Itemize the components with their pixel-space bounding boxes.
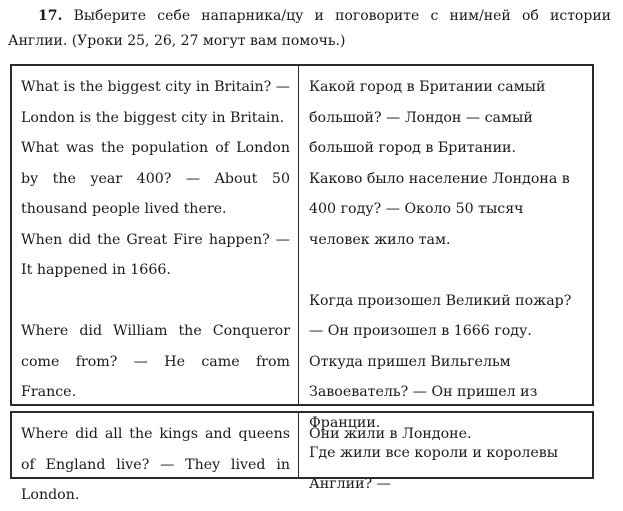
russian-entry-great-fire: Когда произошел Великий пожар? — Он произошел в 1666 году. [309, 292, 572, 339]
task-number: 17. [38, 8, 63, 24]
english-entry-great-fire: When did the Great Fire happen? — It happened in 1666. [21, 231, 290, 278]
english-entry-population: What was the population of London by the year 400? — About 50 thousand people lived there. [21, 140, 290, 217]
russian-entry-population: Каково было население Лондона в 400 году? — Около 50 тысяч человек жило там. [309, 170, 570, 248]
dialogue-table-continued [10, 411, 594, 503]
english-entry-kings: Where did all the kings and queens of England live? — They lived in London. [21, 426, 290, 503]
russian-entry-kings-answer: Они жили в Лондоне. [309, 426, 472, 442]
english-entry-william: Where did William the Conqueror come from? — He came from France. [21, 323, 290, 400]
russian-entry-biggest-city: Какой город в Британии самый большой? — Лондон — самый большой город в Британии. [309, 79, 546, 156]
russian-entry-william: Откуда пришел Вильгельм Завоеватель? — Он пришел из Франции. [309, 353, 538, 431]
task-instruction [8, 4, 611, 54]
spacer [21, 286, 290, 317]
english-entry-biggest-city: What is the biggest city in Britain? — London is the biggest city in Britain. [21, 79, 290, 126]
task-text: Выберите себе напарника/цу и поговорите с ним/ней об истории Англии. (Уроки 25, 26, 27 могут вам помочь.) [8, 8, 611, 49]
spacer [309, 255, 585, 286]
russian-column-continued [299, 413, 592, 477]
russian-entry-kings-question: Где жили все короли и королевы Англии? — [309, 445, 559, 492]
english-column-continued [12, 413, 299, 503]
english-column [12, 66, 299, 404]
